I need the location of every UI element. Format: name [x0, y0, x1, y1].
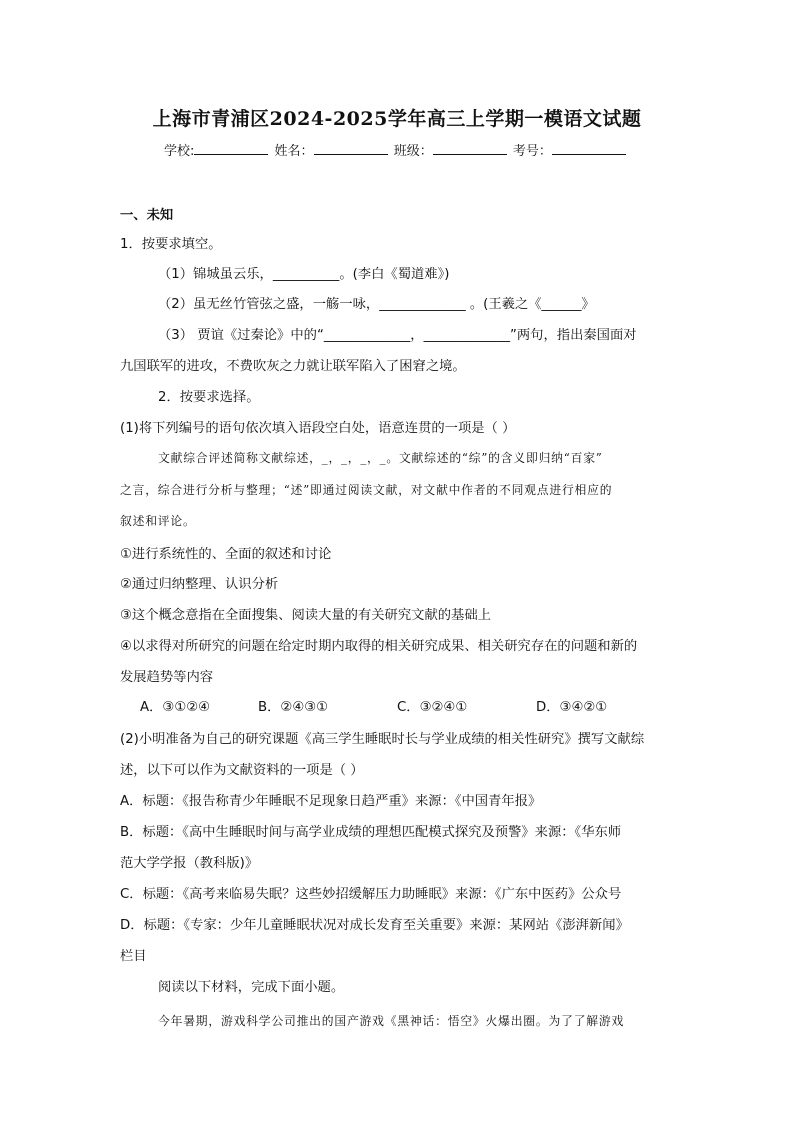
question-1-item-3-cont: 九国联军的进攻，不费吹灰之力就让联军陷入了困窘之境。 — [120, 359, 466, 374]
section-heading: 一、未知 — [120, 208, 174, 223]
sub2-option-b: B．标题：《高中生睡眠时间与高学业成绩的理想匹配模式探究及预警》来源：《华东师 — [120, 825, 622, 840]
sentence-option-1: ①进行系统性的、全面的叙述和讨论 — [120, 547, 332, 562]
name-blank — [314, 142, 388, 155]
question-2-sub1-stem: (1)将下列编号的语句依次填入语段空白处，语意连贯的一项是（ ） — [120, 421, 516, 436]
school-blank — [194, 142, 268, 155]
passage-line-1: 文献综合评述简称文献综述，_，_，_，_。文献综述的“综”的含义即归纳“百家” — [158, 451, 603, 465]
question-1-prompt: 1．按要求填空。 — [120, 237, 222, 252]
number-blank — [552, 142, 626, 155]
sentence-option-2: ②通过归纳整理、认识分析 — [120, 577, 279, 592]
passage-line-2: 之言，综合进行分析与整理；“述”即通过阅读文献，对文献中作者的不同观点进行相应的 — [120, 483, 613, 497]
question-2-prompt: 2．按要求选择。 — [158, 390, 260, 405]
question-1-item-3: （3） 贾谊《过秦论》中的“_____________，_____________”两句，指出秦国面对 — [158, 328, 637, 343]
reading-intro: 阅读以下材料，完成下面小题。 — [158, 980, 345, 995]
sentence-option-4: ④以求得对所研究的问题在给定时期内取得的相关研究成果、相关研究存在的问题和新的 — [120, 639, 638, 654]
sub2-option-b-cont: 范大学学报（教科版)》 — [120, 856, 259, 871]
choice-d: D．③④②① — [536, 700, 608, 715]
sub2-option-d: D．标题：《专家：少年儿童睡眠状况对成长发育至关重要》来源：某网站《澎湃新闻》 — [120, 918, 629, 933]
name-label: 姓名： — [274, 144, 314, 159]
sentence-option-4-cont: 发展趋势等内容 — [120, 670, 214, 685]
question-1-item-1: （1）锦城虽云乐，__________。(李白《蜀道难》) — [158, 267, 450, 282]
class-label: 班级： — [393, 144, 433, 159]
question-1-item-2: （2）虽无丝竹管弦之盛，一觞一咏，_____________ 。(王羲之《______》 — [158, 297, 595, 312]
question-2-sub2-stem-cont: 述，以下可以作为文献资料的一项是（ ） — [120, 763, 364, 778]
class-blank — [433, 142, 507, 155]
reading-passage-line-1: 今年暑期，游戏科学公司推出的国产游戏《黑神话：悟空》火爆出圈。为了了解游戏 — [158, 1014, 625, 1028]
number-label: 考号： — [512, 144, 552, 159]
student-info-line — [164, 140, 628, 159]
sub2-option-c: C．标题：《高考来临易失眠？这些妙招缓解压力助睡眠》来源：《广东中医药》公众号 — [120, 887, 622, 902]
question-2-sub2-stem: (2)小明准备为自己的研究课题《高三学生睡眠时长与学业成绩的相关性研究》撰写文献综 — [120, 732, 645, 747]
choice-a: A．③①②④ — [140, 700, 211, 715]
sub2-option-a: A．标题：《报告称青少年睡眠不足现象日趋严重》来源：《中国青年报》 — [120, 794, 542, 809]
sub2-option-d-cont: 栏目 — [120, 949, 147, 964]
choice-c: C．③②④① — [397, 700, 468, 715]
sentence-option-3: ③这个概念意指在全面搜集、阅读大量的有关研究文献的基础上 — [120, 608, 491, 623]
choice-b: B．②④③① — [258, 700, 329, 715]
page-title: 上海市青浦区2024-2025学年高三上学期一模语文试题 — [152, 108, 642, 130]
school-label: 学校: — [164, 144, 195, 159]
passage-line-3: 叙述和评论。 — [120, 514, 196, 528]
